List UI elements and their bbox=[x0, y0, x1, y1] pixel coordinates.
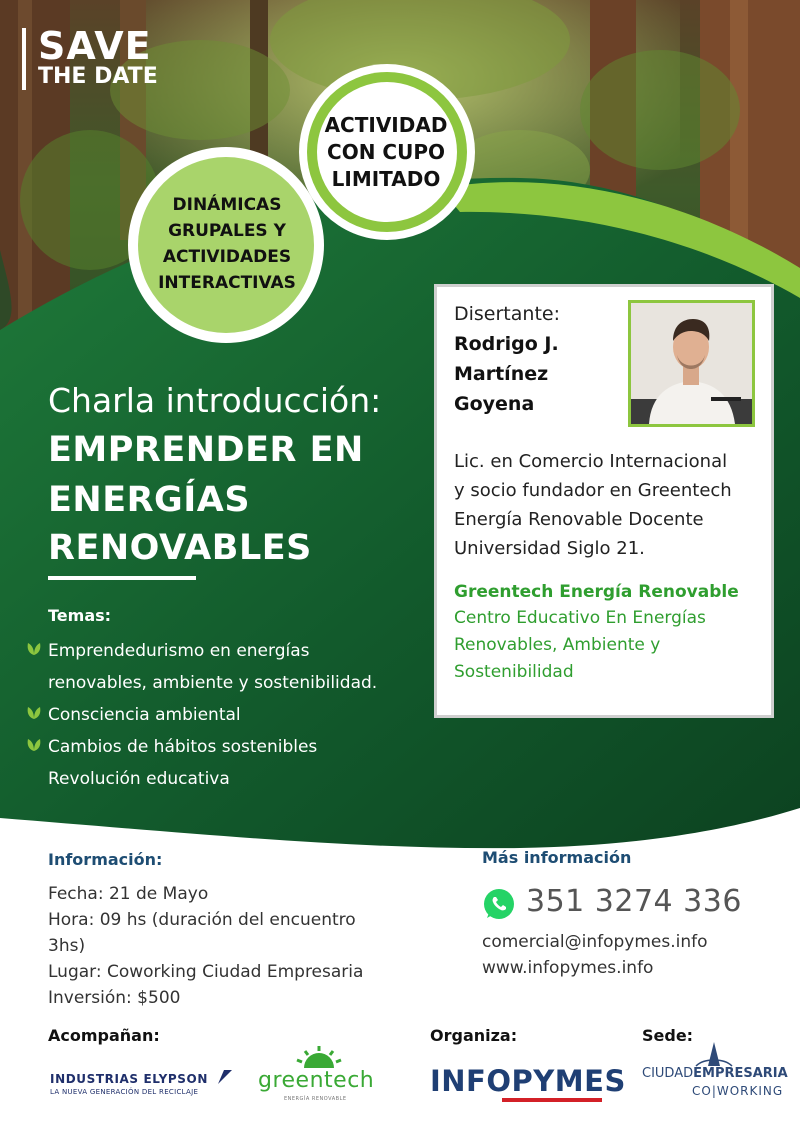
infopymes-logo bbox=[430, 1064, 626, 1104]
infopymes-name: INFOPYMES bbox=[430, 1064, 626, 1098]
more-info-heading: Más información bbox=[482, 848, 632, 867]
badge-dinamicas-line: GRUPALES Y bbox=[168, 221, 286, 241]
elypson-name: INDUSTRIAS ELYPSON bbox=[50, 1072, 208, 1086]
badge-dinamicas-line: DINÁMICAS bbox=[172, 195, 282, 215]
organiza-heading: Organiza: bbox=[430, 1026, 518, 1045]
topic-item: renovables, ambiente y sostenibilidad. bbox=[48, 673, 378, 693]
badge-dinamicas-line: INTERACTIVAS bbox=[158, 273, 296, 293]
event-title-line: EMPRENDER EN bbox=[48, 430, 364, 470]
info-line: Hora: 09 hs (duración del encuentro bbox=[48, 910, 356, 930]
topic-item: Cambios de hábitos sostenibles bbox=[48, 737, 318, 757]
event-title-line: RENOVABLES bbox=[48, 528, 312, 568]
the-date-text: THE DATE bbox=[38, 64, 158, 89]
badge-dinamicas-line: ACTIVIDADES bbox=[162, 247, 292, 267]
speaker-label: Disertante: bbox=[454, 303, 560, 325]
sede-heading: Sede: bbox=[642, 1026, 694, 1045]
leaf-icon bbox=[26, 642, 42, 656]
save-the-date bbox=[22, 24, 158, 90]
phone-number-link[interactable]: 351 3274 336 bbox=[526, 884, 742, 919]
speaker-name-line: Martínez bbox=[454, 363, 549, 385]
coworking-word: CO|WORKING bbox=[692, 1084, 784, 1098]
speaker-portrait bbox=[631, 303, 752, 424]
badge-cupo-limitado bbox=[316, 112, 456, 193]
topic-item: Emprendedurismo en energías bbox=[48, 641, 310, 661]
title-divider bbox=[48, 576, 196, 580]
building-icon bbox=[694, 1040, 734, 1068]
badge-cupo-line: CON CUPO bbox=[327, 140, 445, 164]
badge-dinamicas bbox=[132, 192, 322, 296]
greentech-name: greentech bbox=[258, 1068, 375, 1093]
speaker-bio-line: Lic. en Comercio Internacional bbox=[454, 451, 728, 472]
acompanan-heading: Acompañan: bbox=[48, 1026, 160, 1045]
info-line: Inversión: $500 bbox=[48, 988, 181, 1008]
empresaria-word: EMPRESARIA bbox=[693, 1066, 788, 1081]
speaker-name-line: Rodrigo J. bbox=[454, 333, 559, 355]
ciudad-empresaria-name bbox=[642, 1066, 788, 1081]
speaker-photo bbox=[628, 300, 755, 427]
info-line: Lugar: Coworking Ciudad Empresaria bbox=[48, 962, 364, 982]
topics-heading: Temas: bbox=[48, 606, 112, 625]
sun-icon bbox=[294, 1044, 344, 1070]
ciudad-word: CIUDAD bbox=[642, 1066, 694, 1081]
event-subtitle: Charla introducción: bbox=[48, 381, 382, 420]
leaf-icon bbox=[26, 706, 42, 720]
organization-desc-line: Sostenibilidad bbox=[454, 662, 574, 682]
info-line: Fecha: 21 de Mayo bbox=[48, 884, 209, 904]
save-text: SAVE bbox=[38, 24, 152, 68]
badge-cupo-line: ACTIVIDAD bbox=[324, 113, 448, 137]
speaker-bio-line: y socio fundador en Greentech bbox=[454, 480, 732, 501]
speaker-name-line: Goyena bbox=[454, 393, 535, 415]
infopymes-underline bbox=[502, 1098, 602, 1102]
topic-item: Consciencia ambiental bbox=[48, 705, 241, 725]
speaker-bio-line: Universidad Siglo 21. bbox=[454, 538, 645, 559]
leaf-icon bbox=[26, 738, 42, 752]
info-heading: Información: bbox=[48, 850, 163, 869]
info-line: 3hs) bbox=[48, 936, 86, 956]
organization-name: Greentech Energía Renovable bbox=[454, 582, 739, 602]
event-title-line: ENERGÍAS bbox=[48, 480, 251, 520]
website-link[interactable]: www.infopymes.info bbox=[482, 958, 654, 978]
organization-desc-line: Centro Educativo En Energías bbox=[454, 608, 706, 628]
greentech-tagline: ENERGÍA RENOVABLE bbox=[284, 1096, 347, 1102]
elypson-logo bbox=[48, 1066, 234, 1106]
organization-desc-line: Renovables, Ambiente y bbox=[454, 635, 661, 655]
whatsapp-icon bbox=[482, 887, 516, 921]
topic-item: Revolución educativa bbox=[48, 769, 230, 789]
elypson-tagline: LA NUEVA GENERACIÓN DEL RECICLAJE bbox=[50, 1088, 199, 1096]
speaker-bio-line: Energía Renovable Docente bbox=[454, 509, 704, 530]
ciudad-empresaria-logo bbox=[642, 1040, 788, 1106]
badge-cupo-line: LIMITADO bbox=[331, 167, 441, 191]
email-link[interactable]: comercial@infopymes.info bbox=[482, 932, 708, 952]
greentech-logo bbox=[254, 1044, 380, 1106]
